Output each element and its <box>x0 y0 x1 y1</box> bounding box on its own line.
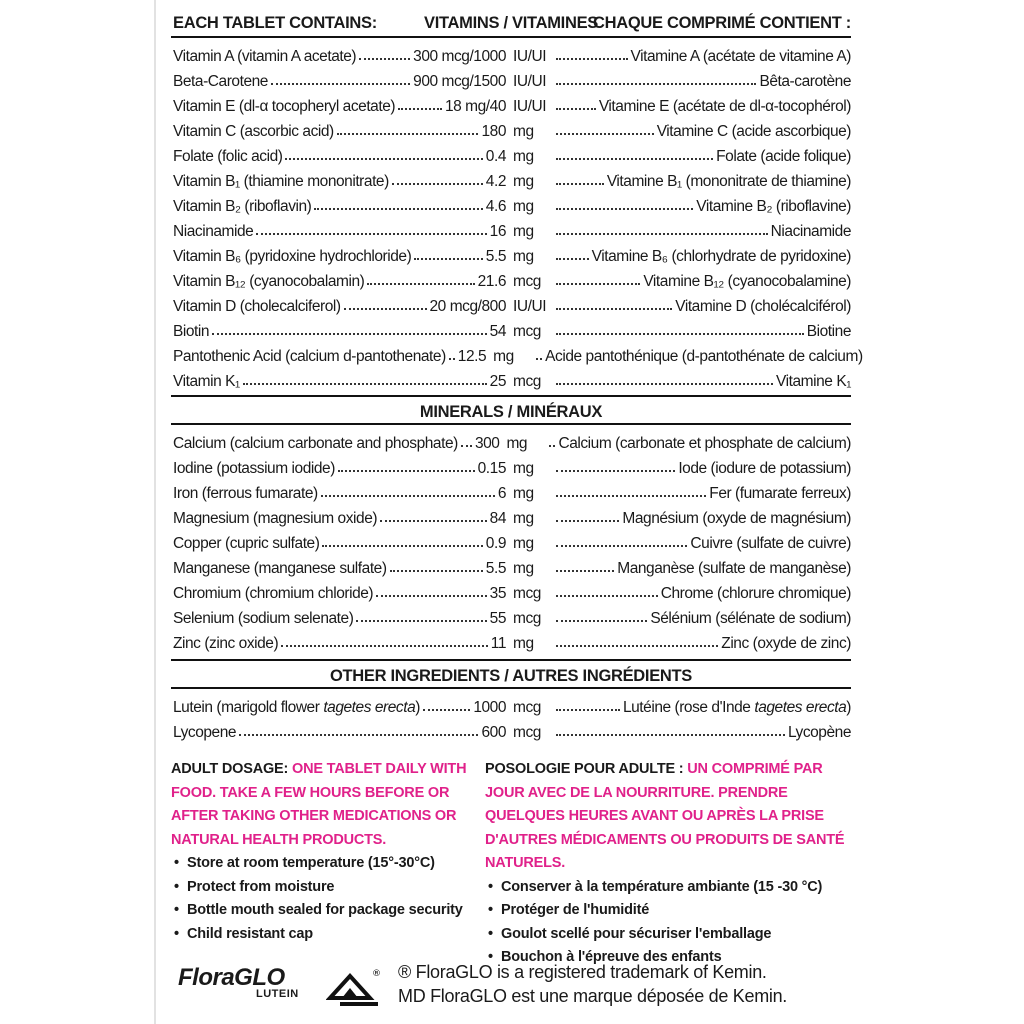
ingredient-row <box>171 91 851 116</box>
ingredient-row <box>171 216 851 241</box>
divider <box>171 423 851 425</box>
ingredient-unit: mcg <box>513 585 541 602</box>
ingredient-name-en: Vitamin A (vitamin A acetate) <box>173 48 357 65</box>
ingredient-unit: IU/UI <box>513 73 547 90</box>
ingredient-amount: 0.4 <box>485 148 506 165</box>
dosage-english <box>171 758 485 970</box>
dot-leader <box>398 108 442 110</box>
dot-leader <box>556 108 596 110</box>
dot-leader <box>314 208 482 210</box>
ingredient-amount: 0.9 <box>485 535 506 552</box>
ingredient-name-en: Calcium (calcium carbonate and phosphate) <box>173 435 458 452</box>
divider <box>171 395 851 397</box>
ingredient-row <box>171 141 851 166</box>
ingredient-unit: IU/UI <box>513 98 547 115</box>
dot-leader <box>556 620 647 622</box>
ingredient-unit: mg <box>513 635 534 652</box>
ingredient-unit: mg <box>506 435 528 452</box>
ingredient-name-fr: Calcium (carbonate et phosphate de calcium) <box>558 435 851 452</box>
ingredient-amount: 300 mcg/1000 <box>413 48 506 65</box>
dosage-french <box>485 758 851 970</box>
header-vitamins: VITAMINS / VITAMINES <box>424 14 598 32</box>
ingredient-name-en: Vitamin B₁₂ (cyanocobalamin) <box>173 273 365 290</box>
ingredient-name-en: Copper (cupric sulfate) <box>173 535 320 552</box>
ingredient-row <box>171 717 851 742</box>
ingredient-amount: 1000 <box>473 699 506 716</box>
dot-leader <box>344 308 427 310</box>
ingredient-unit: mcg <box>513 699 541 716</box>
ingredient-name-fr: Vitamine B₆ (chlorhydrate de pyridoxine) <box>591 248 851 265</box>
ingredient-unit: mg <box>513 248 534 265</box>
floraglo-logo <box>176 964 386 1008</box>
dot-leader <box>556 283 640 285</box>
ingredient-amount: 5.5 <box>485 248 506 265</box>
ingredient-row <box>171 291 851 316</box>
dot-leader <box>556 183 604 185</box>
ingredient-name-en: Manganese (manganese sulfate) <box>173 560 387 577</box>
dosage-fr-text <box>485 758 851 876</box>
ingredient-name-en: Selenium (sodium selenate) <box>173 610 354 627</box>
storage-bullet: • Bouchon à l'épreuve des enfants <box>485 946 851 970</box>
dot-leader <box>423 709 470 711</box>
ingredient-name-fr: Chrome (chlorure chromique) <box>660 585 851 602</box>
ingredient-name-fr: Vitamine A (acétate de vitamine A) <box>630 48 851 65</box>
ingredient-amount: 600 <box>481 724 506 741</box>
ingredient-unit: mg <box>513 485 534 502</box>
ingredient-row <box>171 503 851 528</box>
ingredient-amount: 21.6 <box>477 273 506 290</box>
dot-leader <box>414 258 483 260</box>
ingredient-amount: 4.2 <box>485 173 506 190</box>
dot-leader <box>556 258 589 260</box>
ingredient-amount: 4.6 <box>485 198 506 215</box>
ingredient-name-fr: Iode (iodure de potassium) <box>678 460 851 477</box>
storage-bullet: • Bottle mouth sealed for package security <box>171 899 485 923</box>
ingredient-row <box>171 553 851 578</box>
dot-leader <box>380 520 487 522</box>
label-header <box>171 8 851 36</box>
ingredient-row <box>171 628 851 653</box>
minerals-title: MINERALS / MINÉRAUX <box>419 403 603 421</box>
dot-leader <box>556 520 619 522</box>
ingredient-unit: mcg <box>513 373 541 390</box>
ingredient-name-fr: Vitamine E (acétate de dl-α-tocophérol) <box>598 98 851 115</box>
supplement-facts-label <box>171 8 863 970</box>
ingredient-name-fr: Biotine <box>806 323 851 340</box>
ingredient-name-fr: Zinc (oxyde de zinc) <box>721 635 851 652</box>
name-part: Lycopene <box>173 724 237 741</box>
ingredient-name-en: Vitamin E (dl-α tocopheryl acetate) <box>173 98 396 115</box>
dot-leader <box>243 383 487 385</box>
dot-leader <box>556 83 756 85</box>
dot-leader <box>359 58 410 60</box>
dot-leader <box>536 358 542 360</box>
dot-leader <box>556 645 718 647</box>
logo-wordmark: FloraGLO <box>178 964 285 991</box>
ingredient-row <box>171 316 851 341</box>
ingredient-name-en: Chromium (chromium chloride) <box>173 585 374 602</box>
ingredient-unit: mcg <box>513 273 541 290</box>
ingredient-unit: mg <box>493 348 514 365</box>
ingredient-unit: IU/UI <box>513 48 547 65</box>
dot-leader <box>281 645 488 647</box>
ingredient-row <box>171 478 851 503</box>
header-each-tablet: EACH TABLET CONTAINS: <box>173 14 377 32</box>
dot-leader <box>239 734 478 736</box>
name-part: Lutéine (rose d'Inde <box>622 699 755 716</box>
dosage-fr-instructions: UN COMPRIMÉ PAR JOUR AVEC DE LA NOURRITURE. PRENDRE QUELQUES HEURES AVANT OU APRÈS LA PRISE D'AUTRES MÉDICAMENTS OU PRODUITS DE SANTÉ NATURELS. <box>485 761 845 871</box>
trademark-notice <box>398 960 787 1008</box>
ingredient-amount: 11 <box>490 635 506 652</box>
ingredient-row <box>171 266 851 291</box>
dot-leader <box>556 383 773 385</box>
ingredient-name-fr: Vitamine B₁ (mononitrate de thiamine) <box>606 173 851 190</box>
ingredient-name-en: Magnesium (magnesium oxide) <box>173 510 378 527</box>
ingredient-unit: mcg <box>513 323 541 340</box>
storage-bullet: • Store at room temperature (15°-30°C) <box>171 852 485 876</box>
trademark-en: ® FloraGLO is a registered trademark of Kemin. <box>398 962 767 982</box>
ingredient-unit: mg <box>513 123 534 140</box>
ingredient-row <box>171 453 851 478</box>
other-ingredients-list <box>171 692 851 742</box>
ingredient-name-fr: Vitamine B₂ (riboflavine) <box>696 198 851 215</box>
ingredient-amount: 84 <box>489 510 506 527</box>
name-part: Lycopène <box>787 724 851 741</box>
dot-leader <box>556 333 804 335</box>
ingredient-unit: mg <box>513 510 534 527</box>
svg-text:®: ® <box>372 969 381 979</box>
ingredient-name-en: Biotin <box>173 323 210 340</box>
ingredient-amount: 18 mg/40 <box>444 98 506 115</box>
dot-leader <box>556 58 628 60</box>
header-chaque-comprime: CHAQUE COMPRIMÉ CONTIENT : <box>592 14 851 32</box>
ingredient-name-fr: Cuivre (sulfate de cuivre) <box>690 535 851 552</box>
ingredient-row <box>171 341 863 366</box>
dot-leader <box>337 133 479 135</box>
dot-leader <box>212 333 487 335</box>
ingredient-name-en: Iodine (potassium iodide) <box>173 460 335 477</box>
ingredient-name-en: Niacinamide <box>173 223 254 240</box>
ingredient-row <box>171 428 851 453</box>
ingredient-amount: 6 <box>497 485 506 502</box>
ingredient-amount: 35 <box>489 585 506 602</box>
dot-leader <box>367 283 474 285</box>
dot-leader <box>392 183 483 185</box>
ingredient-name-fr: Sélénium (sélénate de sodium) <box>650 610 851 627</box>
ingredient-name-fr: Magnésium (oxyde de magnésium) <box>622 510 851 527</box>
storage-bullet: • Protect from moisture <box>171 876 485 900</box>
page-edge <box>154 0 156 1024</box>
ingredient-name-en: Vitamin K₁ <box>173 373 240 390</box>
ingredient-amount: 25 <box>489 373 506 390</box>
ingredient-unit: mg <box>513 460 534 477</box>
dot-leader <box>376 595 487 597</box>
ingredient-unit: mg <box>513 173 534 190</box>
ingredient-row <box>171 191 851 216</box>
ingredient-name-en: Vitamin D (cholecalciferol) <box>173 298 341 315</box>
ingredient-row <box>171 692 851 717</box>
storage-bullets-en <box>171 852 485 946</box>
ingredient-unit: IU/UI <box>513 298 547 315</box>
minerals-list <box>171 428 851 653</box>
ingredient-unit: mg <box>513 535 534 552</box>
dosage-en-instructions: ONE TABLET DAILY WITH FOOD. TAKE A FEW HOURS BEFORE OR AFTER TAKING OTHER MEDICATIONS OR NATURAL HEALTH PRODUCTS. <box>171 761 467 848</box>
ingredient-name-en: Zinc (zinc oxide) <box>173 635 279 652</box>
ingredient-name-en: Folate (folic acid) <box>173 148 283 165</box>
ingredient-name-en <box>171 724 236 742</box>
name-part: Lutein (marigold flower <box>173 699 324 716</box>
storage-bullets-fr <box>485 876 851 970</box>
ingredient-name-fr: Folate (acide folique) <box>716 148 851 165</box>
ingredient-row <box>171 528 851 553</box>
ingredient-name-fr: Vitamine B₁₂ (cyanocobalamine) <box>643 273 851 290</box>
ingredient-unit: mg <box>513 198 534 215</box>
dot-leader <box>556 495 706 497</box>
ingredient-name-en: Pantothenic Acid (calcium d-pantothenate) <box>173 348 446 365</box>
ingredient-amount: 16 <box>489 223 506 240</box>
ingredient-name-en: Vitamin B₂ (riboflavin) <box>173 198 312 215</box>
dot-leader <box>556 233 768 235</box>
ingredient-row <box>171 116 851 141</box>
dot-leader <box>556 133 654 135</box>
storage-bullet: • Conserver à la température ambiante (15 -30 °C) <box>485 876 851 900</box>
name-end: ) <box>846 699 851 716</box>
ingredient-unit: mcg <box>513 724 541 741</box>
dot-leader <box>556 158 713 160</box>
divider <box>171 687 851 689</box>
ingredient-amount: 12.5 <box>457 348 487 365</box>
dosage-section <box>171 758 851 970</box>
ingredient-name-en: Vitamin C (ascorbic acid) <box>173 123 334 140</box>
dot-leader <box>321 495 495 497</box>
dot-leader <box>390 570 483 572</box>
ingredient-unit: mcg <box>513 610 541 627</box>
dosage-en-label: ADULT DOSAGE: <box>171 761 292 777</box>
dot-leader <box>556 709 620 711</box>
ingredient-amount: 55 <box>489 610 506 627</box>
ingredient-name-fr: Fer (fumarate ferreux) <box>709 485 851 502</box>
ingredient-amount: 54 <box>489 323 506 340</box>
storage-bullet: • Protéger de l'humidité <box>485 899 851 923</box>
ingredient-row <box>171 66 851 91</box>
dosage-en-text <box>171 758 485 852</box>
ingredient-name-fr <box>623 699 851 717</box>
dot-leader <box>285 158 482 160</box>
ingredient-row <box>171 366 851 391</box>
footer <box>176 960 826 1012</box>
dot-leader <box>322 545 482 547</box>
ingredient-amount: 0.15 <box>477 460 506 477</box>
dot-leader <box>549 445 555 447</box>
ingredient-row <box>171 603 851 628</box>
ingredient-name-en: Vitamin B₆ (pyridoxine hydrochloride) <box>173 248 412 265</box>
dot-leader <box>556 308 672 310</box>
divider <box>171 36 851 38</box>
dot-leader <box>449 358 455 360</box>
ingredient-unit: mg <box>513 148 534 165</box>
ingredient-name-en <box>171 699 420 717</box>
dot-leader <box>556 470 675 472</box>
vitamins-list <box>171 41 863 391</box>
ingredient-row <box>171 166 851 191</box>
logo-subtitle: LUTEIN <box>256 988 299 1000</box>
storage-bullet: • Goulot scellé pour sécuriser l'emballage <box>485 923 851 947</box>
ingredient-amount: 5.5 <box>485 560 506 577</box>
dot-leader <box>461 445 472 447</box>
ingredient-amount: 900 mcg/1500 <box>413 73 506 90</box>
ingredient-row <box>171 41 851 66</box>
dot-leader <box>556 208 693 210</box>
dosage-fr-label: POSOLOGIE POUR ADULTE : <box>485 761 688 777</box>
dot-leader <box>556 545 687 547</box>
ingredient-amount: 300 <box>474 435 500 452</box>
ingredient-amount: 20 mcg/800 <box>429 298 506 315</box>
ingredient-name-en: Vitamin B₁ (thiamine mononitrate) <box>173 173 389 190</box>
ingredient-name-fr: Niacinamide <box>770 223 851 240</box>
flower-arrow-icon <box>326 964 382 1008</box>
ingredient-name-fr: Vitamine K₁ <box>776 373 851 390</box>
dot-leader <box>556 734 785 736</box>
ingredient-name-en: Beta-Carotene <box>173 73 268 90</box>
ingredient-name-fr: Manganèse (sulfate de manganèse) <box>617 560 851 577</box>
storage-bullet: • Child resistant cap <box>171 923 485 947</box>
ingredient-name-en: Iron (ferrous fumarate) <box>173 485 318 502</box>
dot-leader <box>338 470 475 472</box>
dot-leader <box>271 83 410 85</box>
divider <box>171 659 851 661</box>
dot-leader <box>556 570 614 572</box>
ingredient-row <box>171 578 851 603</box>
trademark-fr: MD FloraGLO est une marque déposée de Kemin. <box>398 986 788 1006</box>
ingredient-row <box>171 241 851 266</box>
ingredient-name-fr <box>788 724 851 742</box>
ingredient-name-fr: Acide pantothénique (d-pantothénate de calcium) <box>545 348 863 365</box>
ingredient-unit: mg <box>513 560 534 577</box>
ingredient-name-fr: Vitamine C (acide ascorbique) <box>656 123 851 140</box>
dot-leader <box>556 595 658 597</box>
ingredient-amount: 180 <box>481 123 506 140</box>
other-ingredients-title: OTHER INGREDIENTS / AUTRES INGRÉDIENTS <box>329 667 693 685</box>
name-italic: tagetes erecta <box>754 699 847 716</box>
ingredient-unit: mg <box>513 223 534 240</box>
ingredient-name-fr: Vitamine D (cholécalciférol) <box>675 298 851 315</box>
dot-leader <box>256 233 486 235</box>
ingredient-name-fr: Bêta-carotène <box>759 73 851 90</box>
name-end: ) <box>415 699 420 716</box>
name-italic: tagetes erecta <box>323 699 416 716</box>
dot-leader <box>356 620 486 622</box>
